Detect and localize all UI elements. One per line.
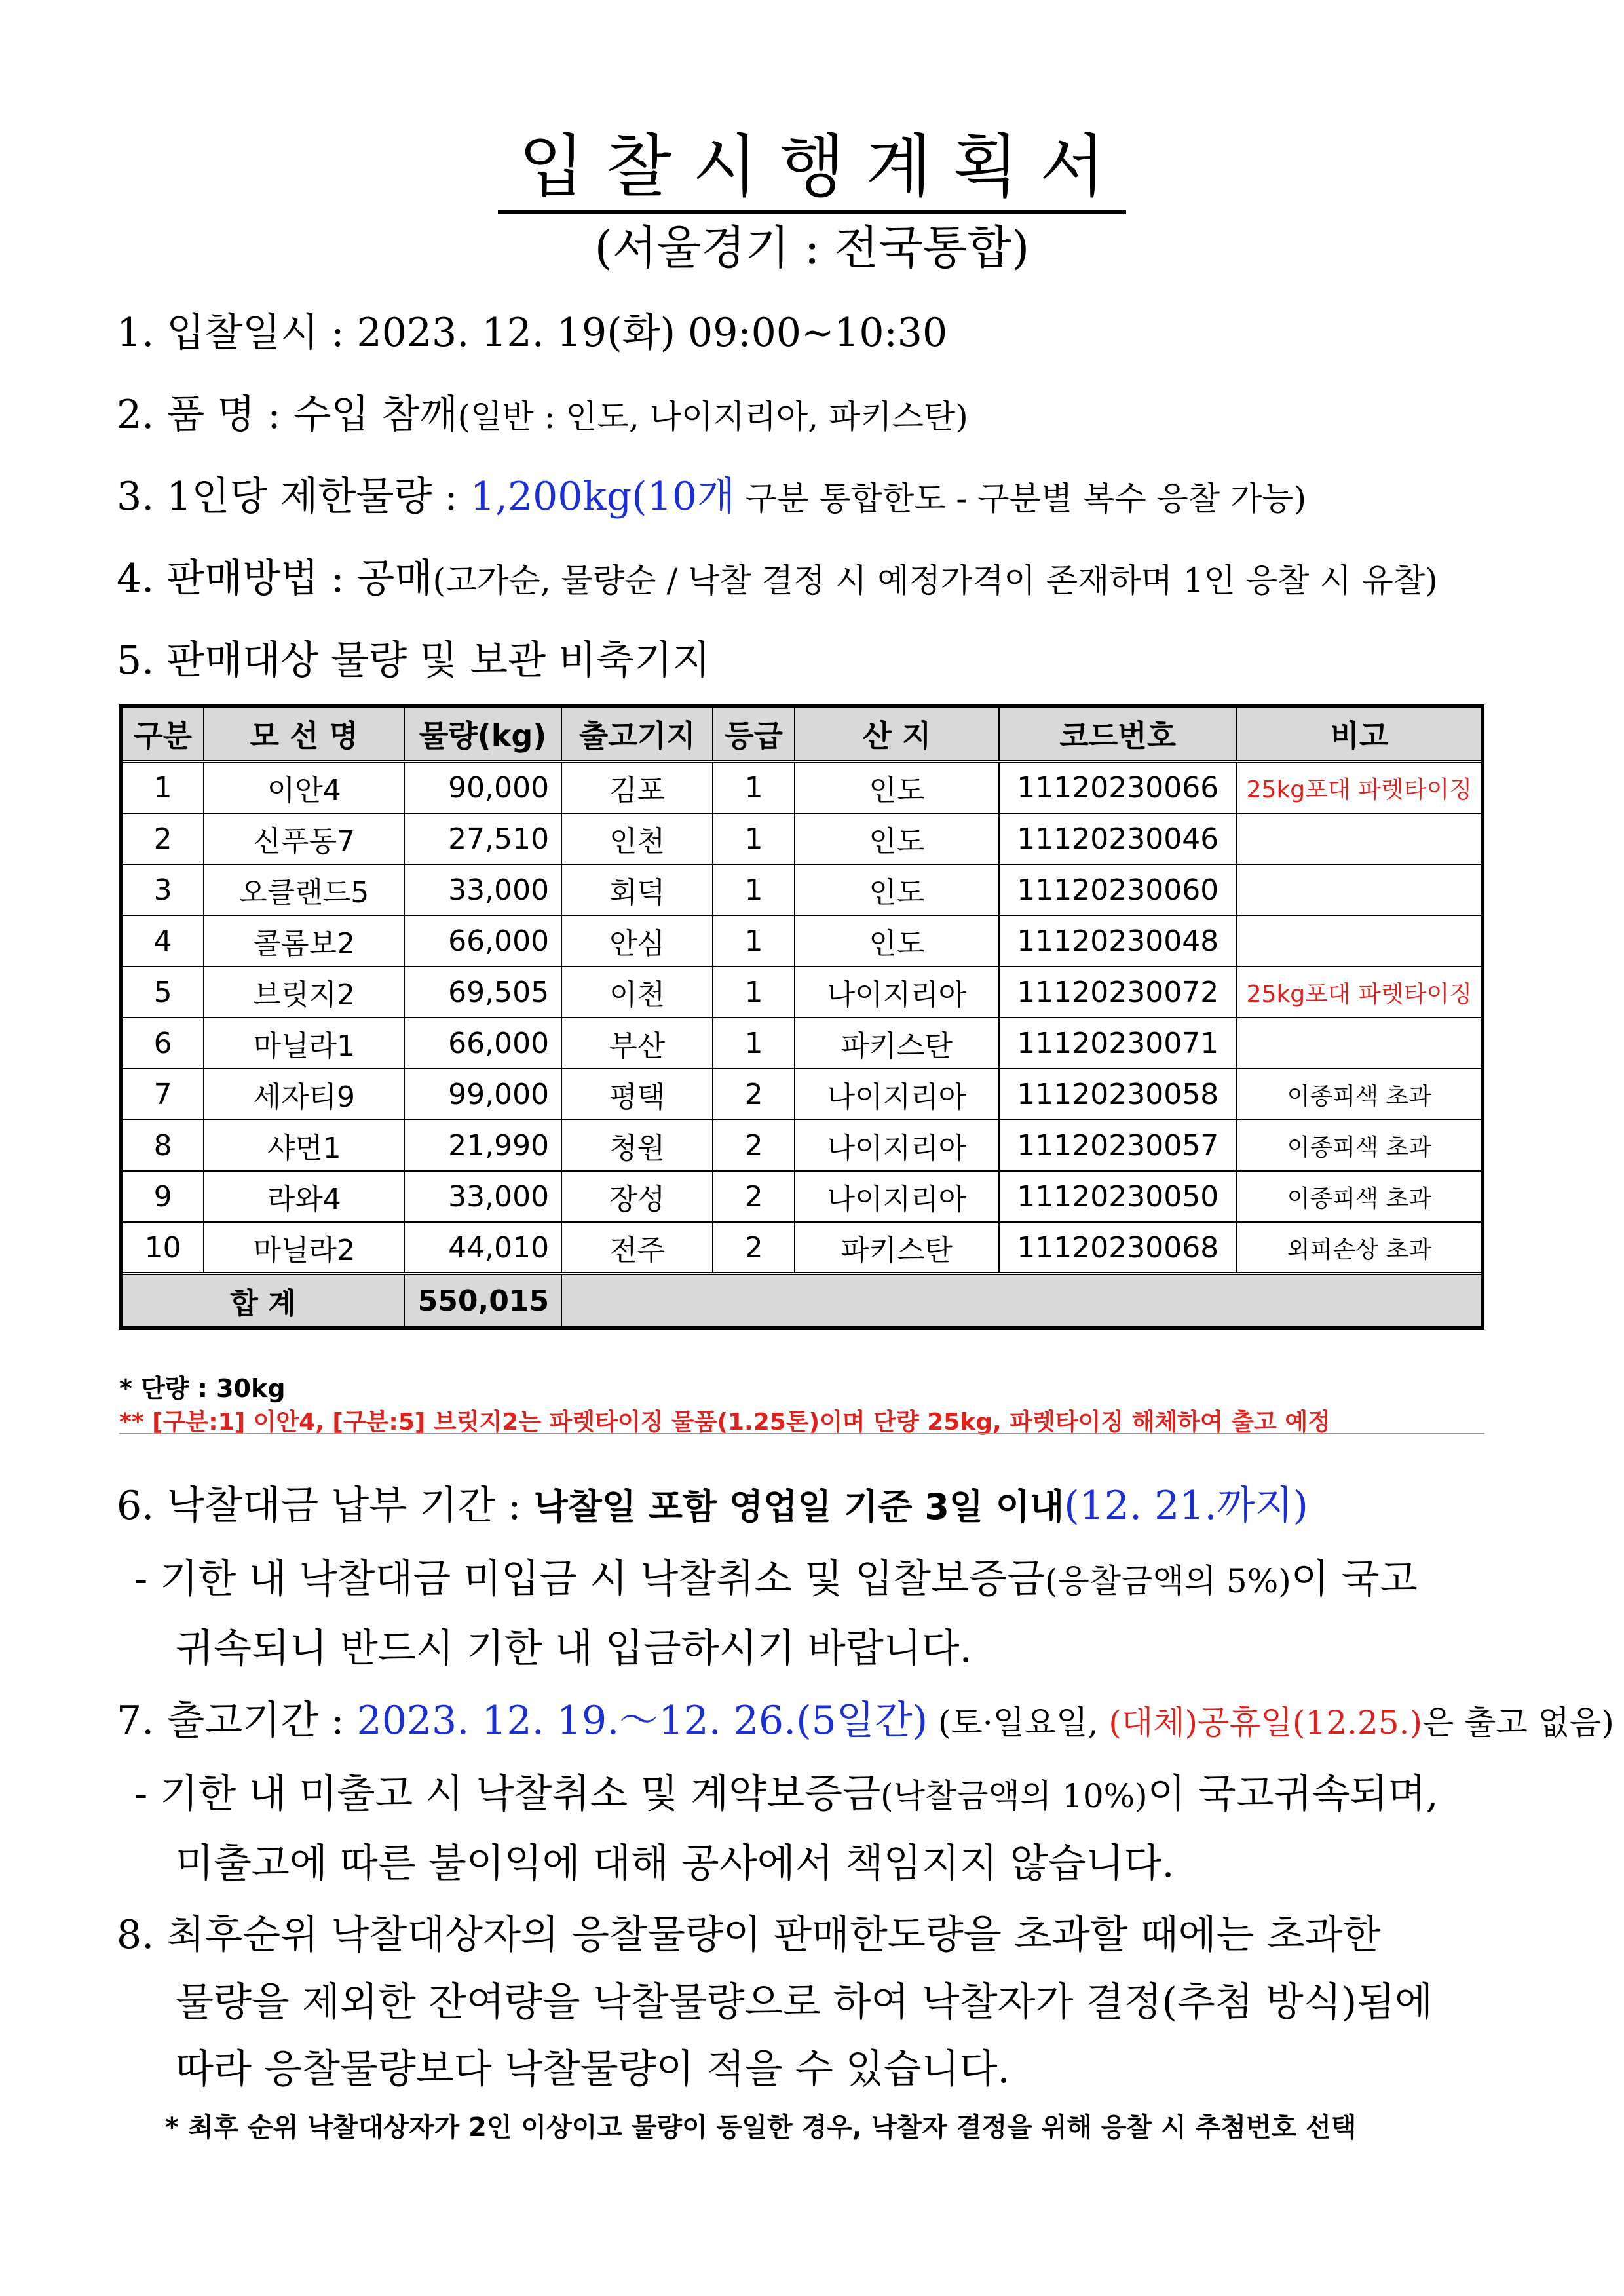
item-sale-targets: 5. 판매대상 물량 및 보관 비축기지	[117, 638, 711, 683]
row-ship: 오클랜드5	[204, 864, 404, 915]
header-qty: 물량(kg)	[404, 706, 561, 762]
note-pallet: ** [구분:1] 이안4, [구분:5] 브릿지2는 파렛타이징 물품(1.25톤)이며 단량 25kg, 파렛타이징 해체하여 출고 예정	[119, 1409, 1331, 1436]
table-row	[121, 1018, 1483, 1069]
row-base: 평택	[561, 1069, 713, 1120]
row-origin: 인도	[795, 864, 999, 915]
row-grade: 2	[713, 1069, 795, 1120]
row-remark	[1237, 864, 1483, 915]
row-grade: 1	[713, 864, 795, 915]
item-product-name: 2. 품 명 : 수입 참깨(일반 : 인도, 나이지리아, 파키스탄)	[117, 392, 968, 438]
row-origin: 나이지리아	[795, 1069, 999, 1120]
table-row	[121, 915, 1483, 966]
row-qty: 66,000	[404, 1018, 561, 1069]
row-no: 1	[121, 761, 204, 813]
row-ship: 콜롬보2	[204, 915, 404, 966]
row-qty: 99,000	[404, 1069, 561, 1120]
item6-sub-line1: - 기한 내 낙찰대금 미입금 시 낙찰취소 및 입찰보증금(응찰금액의 5%)이 국고	[134, 1556, 1418, 1602]
item-per-person-limit: 3. 1인당 제한물량 : 1,200kg(10개 구분 통합한도 - 구분별 복수 응찰 가능)	[117, 474, 1307, 520]
row-code: 11120230071	[999, 1018, 1237, 1069]
row-qty: 27,510	[404, 813, 561, 864]
row-grade: 2	[713, 1222, 795, 1274]
table-row	[121, 1120, 1483, 1171]
row-base: 김포	[561, 761, 713, 813]
header-ship: 모 선 명	[204, 706, 404, 762]
header-grade: 등급	[713, 706, 795, 762]
row-ship: 브릿지2	[204, 966, 404, 1018]
row-ship: 샤먼1	[204, 1120, 404, 1171]
row-code: 11120230057	[999, 1120, 1237, 1171]
row-origin: 파키스탄	[795, 1222, 999, 1274]
table-row	[121, 1171, 1483, 1222]
page-subtitle: (서울경기 : 전국통합)	[594, 221, 1030, 275]
row-no: 8	[121, 1120, 204, 1171]
row-qty: 21,990	[404, 1120, 561, 1171]
row-code: 11120230060	[999, 864, 1237, 915]
row-code: 11120230050	[999, 1171, 1237, 1222]
row-base: 장성	[561, 1171, 713, 1222]
table-row	[121, 1222, 1483, 1274]
table-row	[121, 813, 1483, 864]
row-origin: 나이지리아	[795, 1171, 999, 1222]
table-row	[121, 966, 1483, 1018]
row-origin: 나이지리아	[795, 1120, 999, 1171]
row-qty: 33,000	[404, 864, 561, 915]
item-final-rank: 8. 최후순위 낙찰대상자의 응찰물량이 판매한도량을 초과할 때에는 초과한	[117, 1912, 1381, 1958]
row-origin: 인도	[795, 761, 999, 813]
item8-line3: 따라 응찰물량보다 낙찰물량이 적을 수 있습니다.	[176, 2046, 1010, 2092]
row-ship: 마닐라2	[204, 1222, 404, 1274]
header-base: 출고기지	[561, 706, 713, 762]
final-note: * 최후 순위 낙찰대상자가 2인 이상이고 물량이 동일한 경우, 낙찰자 결정을 위해 응찰 시 추첨번호 선택	[165, 2113, 1357, 2143]
header-origin: 산 지	[795, 706, 999, 762]
row-qty: 90,000	[404, 761, 561, 813]
row-no: 5	[121, 966, 204, 1018]
row-qty: 66,000	[404, 915, 561, 966]
row-no: 7	[121, 1069, 204, 1120]
row-remark	[1237, 813, 1483, 864]
row-base: 인천	[561, 813, 713, 864]
row-base: 전주	[561, 1222, 713, 1274]
row-grade: 1	[713, 915, 795, 966]
row-no: 2	[121, 813, 204, 864]
row-grade: 1	[713, 813, 795, 864]
header-remark: 비고	[1237, 706, 1483, 762]
header-no: 구분	[121, 706, 204, 762]
row-no: 10	[121, 1222, 204, 1274]
row-ship: 이안4	[204, 761, 404, 813]
total-label: 합 계	[121, 1274, 405, 1328]
header-code: 코드번호	[999, 706, 1237, 762]
sale-target-table	[119, 704, 1484, 1330]
page-title: 입찰시행계획서	[0, 111, 1624, 210]
table-row	[121, 864, 1483, 915]
row-base: 회덕	[561, 864, 713, 915]
row-base: 안심	[561, 915, 713, 966]
item7-sub-line2: 미출고에 따른 불이익에 대해 공사에서 책임지지 않습니다.	[176, 1841, 1175, 1886]
row-base: 부산	[561, 1018, 713, 1069]
row-remark	[1237, 915, 1483, 966]
note-unit-weight: * 단량 : 30kg	[119, 1374, 286, 1403]
row-code: 11120230068	[999, 1222, 1237, 1274]
item-payment-period: 6. 낙찰대금 납부 기간 : 낙찰일 포함 영업일 기준 3일 이내(12. 21.까지)	[117, 1483, 1308, 1529]
row-remark: 이종피색 초과	[1237, 1069, 1483, 1120]
row-code: 11120230048	[999, 915, 1237, 966]
row-qty: 33,000	[404, 1171, 561, 1222]
row-grade: 2	[713, 1171, 795, 1222]
row-base: 청원	[561, 1120, 713, 1171]
row-grade: 1	[713, 1018, 795, 1069]
row-grade: 1	[713, 761, 795, 813]
row-no: 6	[121, 1018, 204, 1069]
item-sale-method: 4. 판매방법 : 공매(고가순, 물량순 / 낙찰 결정 시 예정가격이 존재하며 1인 응찰 시 유찰)	[117, 556, 1438, 602]
row-remark: 외피손상 초과	[1237, 1222, 1483, 1274]
total-empty	[561, 1274, 1482, 1328]
row-remark: 이종피색 초과	[1237, 1120, 1483, 1171]
row-remark: 25kg포대 파렛타이징	[1237, 761, 1483, 813]
row-origin: 파키스탄	[795, 1018, 999, 1069]
divider	[119, 1433, 1484, 1434]
row-origin: 인도	[795, 813, 999, 864]
row-qty: 44,010	[404, 1222, 561, 1274]
table-row	[121, 761, 1483, 813]
row-code: 11120230066	[999, 761, 1237, 813]
table-total-row	[121, 1274, 1483, 1328]
item-release-period: 7. 출고기간 : 2023. 12. 19.～12. 26.(5일간) (토·일요일, (대체)공휴일(12.25.)은 출고 없음)	[117, 1698, 1614, 1744]
table-row	[121, 1069, 1483, 1120]
row-ship: 라와4	[204, 1171, 404, 1222]
item8-line2: 물량을 제외한 잔여량을 낙찰물량으로 하여 낙찰자가 결정(추첨 방식)됨에	[176, 1980, 1433, 2025]
row-qty: 69,505	[404, 966, 561, 1018]
row-ship: 세자티9	[204, 1069, 404, 1120]
row-ship: 신푸동7	[204, 813, 404, 864]
row-origin: 나이지리아	[795, 966, 999, 1018]
item6-sub-line2: 귀속되니 반드시 기한 내 입금하시기 바랍니다.	[176, 1626, 972, 1672]
row-code: 11120230046	[999, 813, 1237, 864]
item7-sub-line1: - 기한 내 미출고 시 낙찰취소 및 계약보증금(낙찰금액의 10%)이 국고귀속되며,	[134, 1771, 1439, 1817]
table-header-row	[121, 706, 1483, 762]
row-code: 11120230058	[999, 1069, 1237, 1120]
item-bid-datetime: 1. 입찰일시 : 2023. 12. 19(화) 09:00~10:30	[117, 310, 948, 356]
row-base: 이천	[561, 966, 713, 1018]
row-no: 3	[121, 864, 204, 915]
row-origin: 인도	[795, 915, 999, 966]
total-qty: 550,015	[404, 1274, 561, 1328]
row-remark: 25kg포대 파렛타이징	[1237, 966, 1483, 1018]
row-no: 9	[121, 1171, 204, 1222]
row-ship: 마닐라1	[204, 1018, 404, 1069]
row-grade: 1	[713, 966, 795, 1018]
row-remark	[1237, 1018, 1483, 1069]
row-grade: 2	[713, 1120, 795, 1171]
row-no: 4	[121, 915, 204, 966]
row-code: 11120230072	[999, 966, 1237, 1018]
row-remark: 이종피색 초과	[1237, 1171, 1483, 1222]
